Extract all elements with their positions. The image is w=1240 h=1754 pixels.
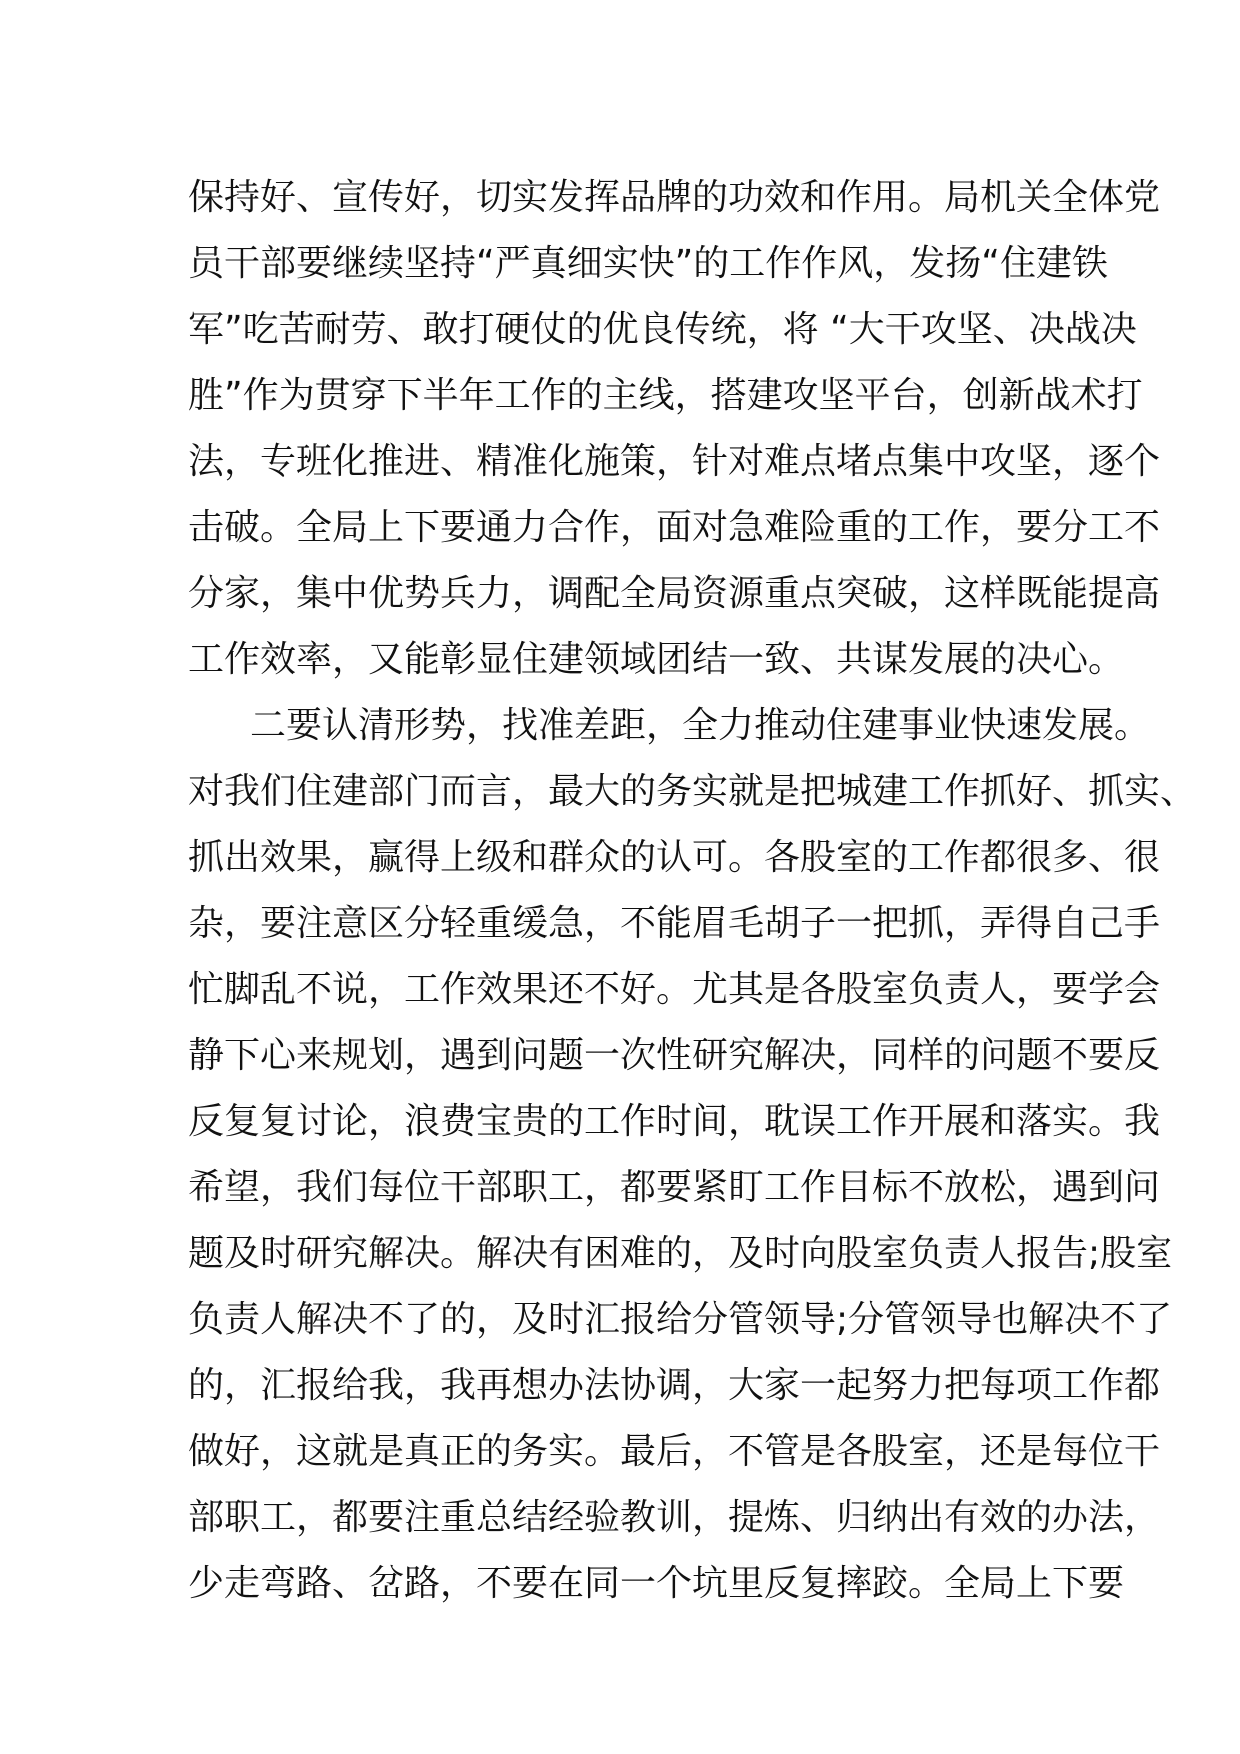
text-line: 工作效率，又能彰显住建领域团结一致、共谋发展的决心。	[188, 639, 1125, 680]
text-line: 反复复讨论，浪费宝贵的工作时间，耽误工作开展和落实。我	[188, 1101, 1161, 1142]
text-line: 做好，这就是真正的务实。最后，不管是各股室，还是每位干	[188, 1431, 1161, 1472]
text-line: 员干部要继续坚持“严真细实快”的工作作风，发扬“住建铁	[188, 243, 1108, 284]
text-line: 击破。全局上下要通力合作，面对急难险重的工作，要分工不	[188, 507, 1161, 548]
text-line: 杂，要注意区分轻重缓急，不能眉毛胡子一把抓，弄得自己手	[188, 903, 1161, 944]
text-line: 希望，我们每位干部职工，都要紧盯工作目标不放松，遇到问	[188, 1167, 1161, 1208]
text-line: 忙脚乱不说，工作效果还不好。尤其是各股室负责人，要学会	[188, 969, 1161, 1010]
text-line: 军”吃苦耐劳、敢打硬仗的优良传统，将 “大干攻坚、决战决	[188, 309, 1137, 350]
text-line: 胜”作为贯穿下半年工作的主线，搭建攻坚平台，创新战术打	[188, 375, 1143, 416]
text-line: 静下心来规划，遇到问题一次性研究解决，同样的问题不要反	[188, 1035, 1161, 1076]
text-line: 分家，集中优势兵力，调配全局资源重点突破，这样既能提高	[188, 573, 1161, 614]
text-line: 对我们住建部门而言，最大的务实就是把城建工作抓好、抓实、	[188, 771, 1197, 812]
text-line: 部职工，都要注重总结经验教训，提炼、归纳出有效的办法，	[188, 1497, 1161, 1538]
text-line: 负责人解决不了的，及时汇报给分管领导;分管领导也解决不了	[188, 1299, 1173, 1340]
text-line: 保持好、宣传好，切实发挥品牌的功效和作用。局机关全体党	[188, 177, 1161, 218]
body-text	[188, 165, 1197, 1617]
paragraph-start-line: 二要认清形势，找准差距，全力推动住建事业快速发展。	[250, 705, 1151, 746]
text-line: 法，专班化推进、精准化施策，针对难点堵点集中攻坚，逐个	[188, 441, 1161, 482]
text-line: 题及时研究解决。解决有困难的，及时向股室负责人报告;股室	[188, 1233, 1173, 1274]
text-line: 的，汇报给我，我再想办法协调，大家一起努力把每项工作都	[188, 1365, 1161, 1406]
text-line: 抓出效果，赢得上级和群众的认可。各股室的工作都很多、很	[188, 837, 1161, 878]
text-line: 少走弯路、岔路，不要在同一个坑里反复摔跤。全局上下要	[188, 1563, 1125, 1604]
